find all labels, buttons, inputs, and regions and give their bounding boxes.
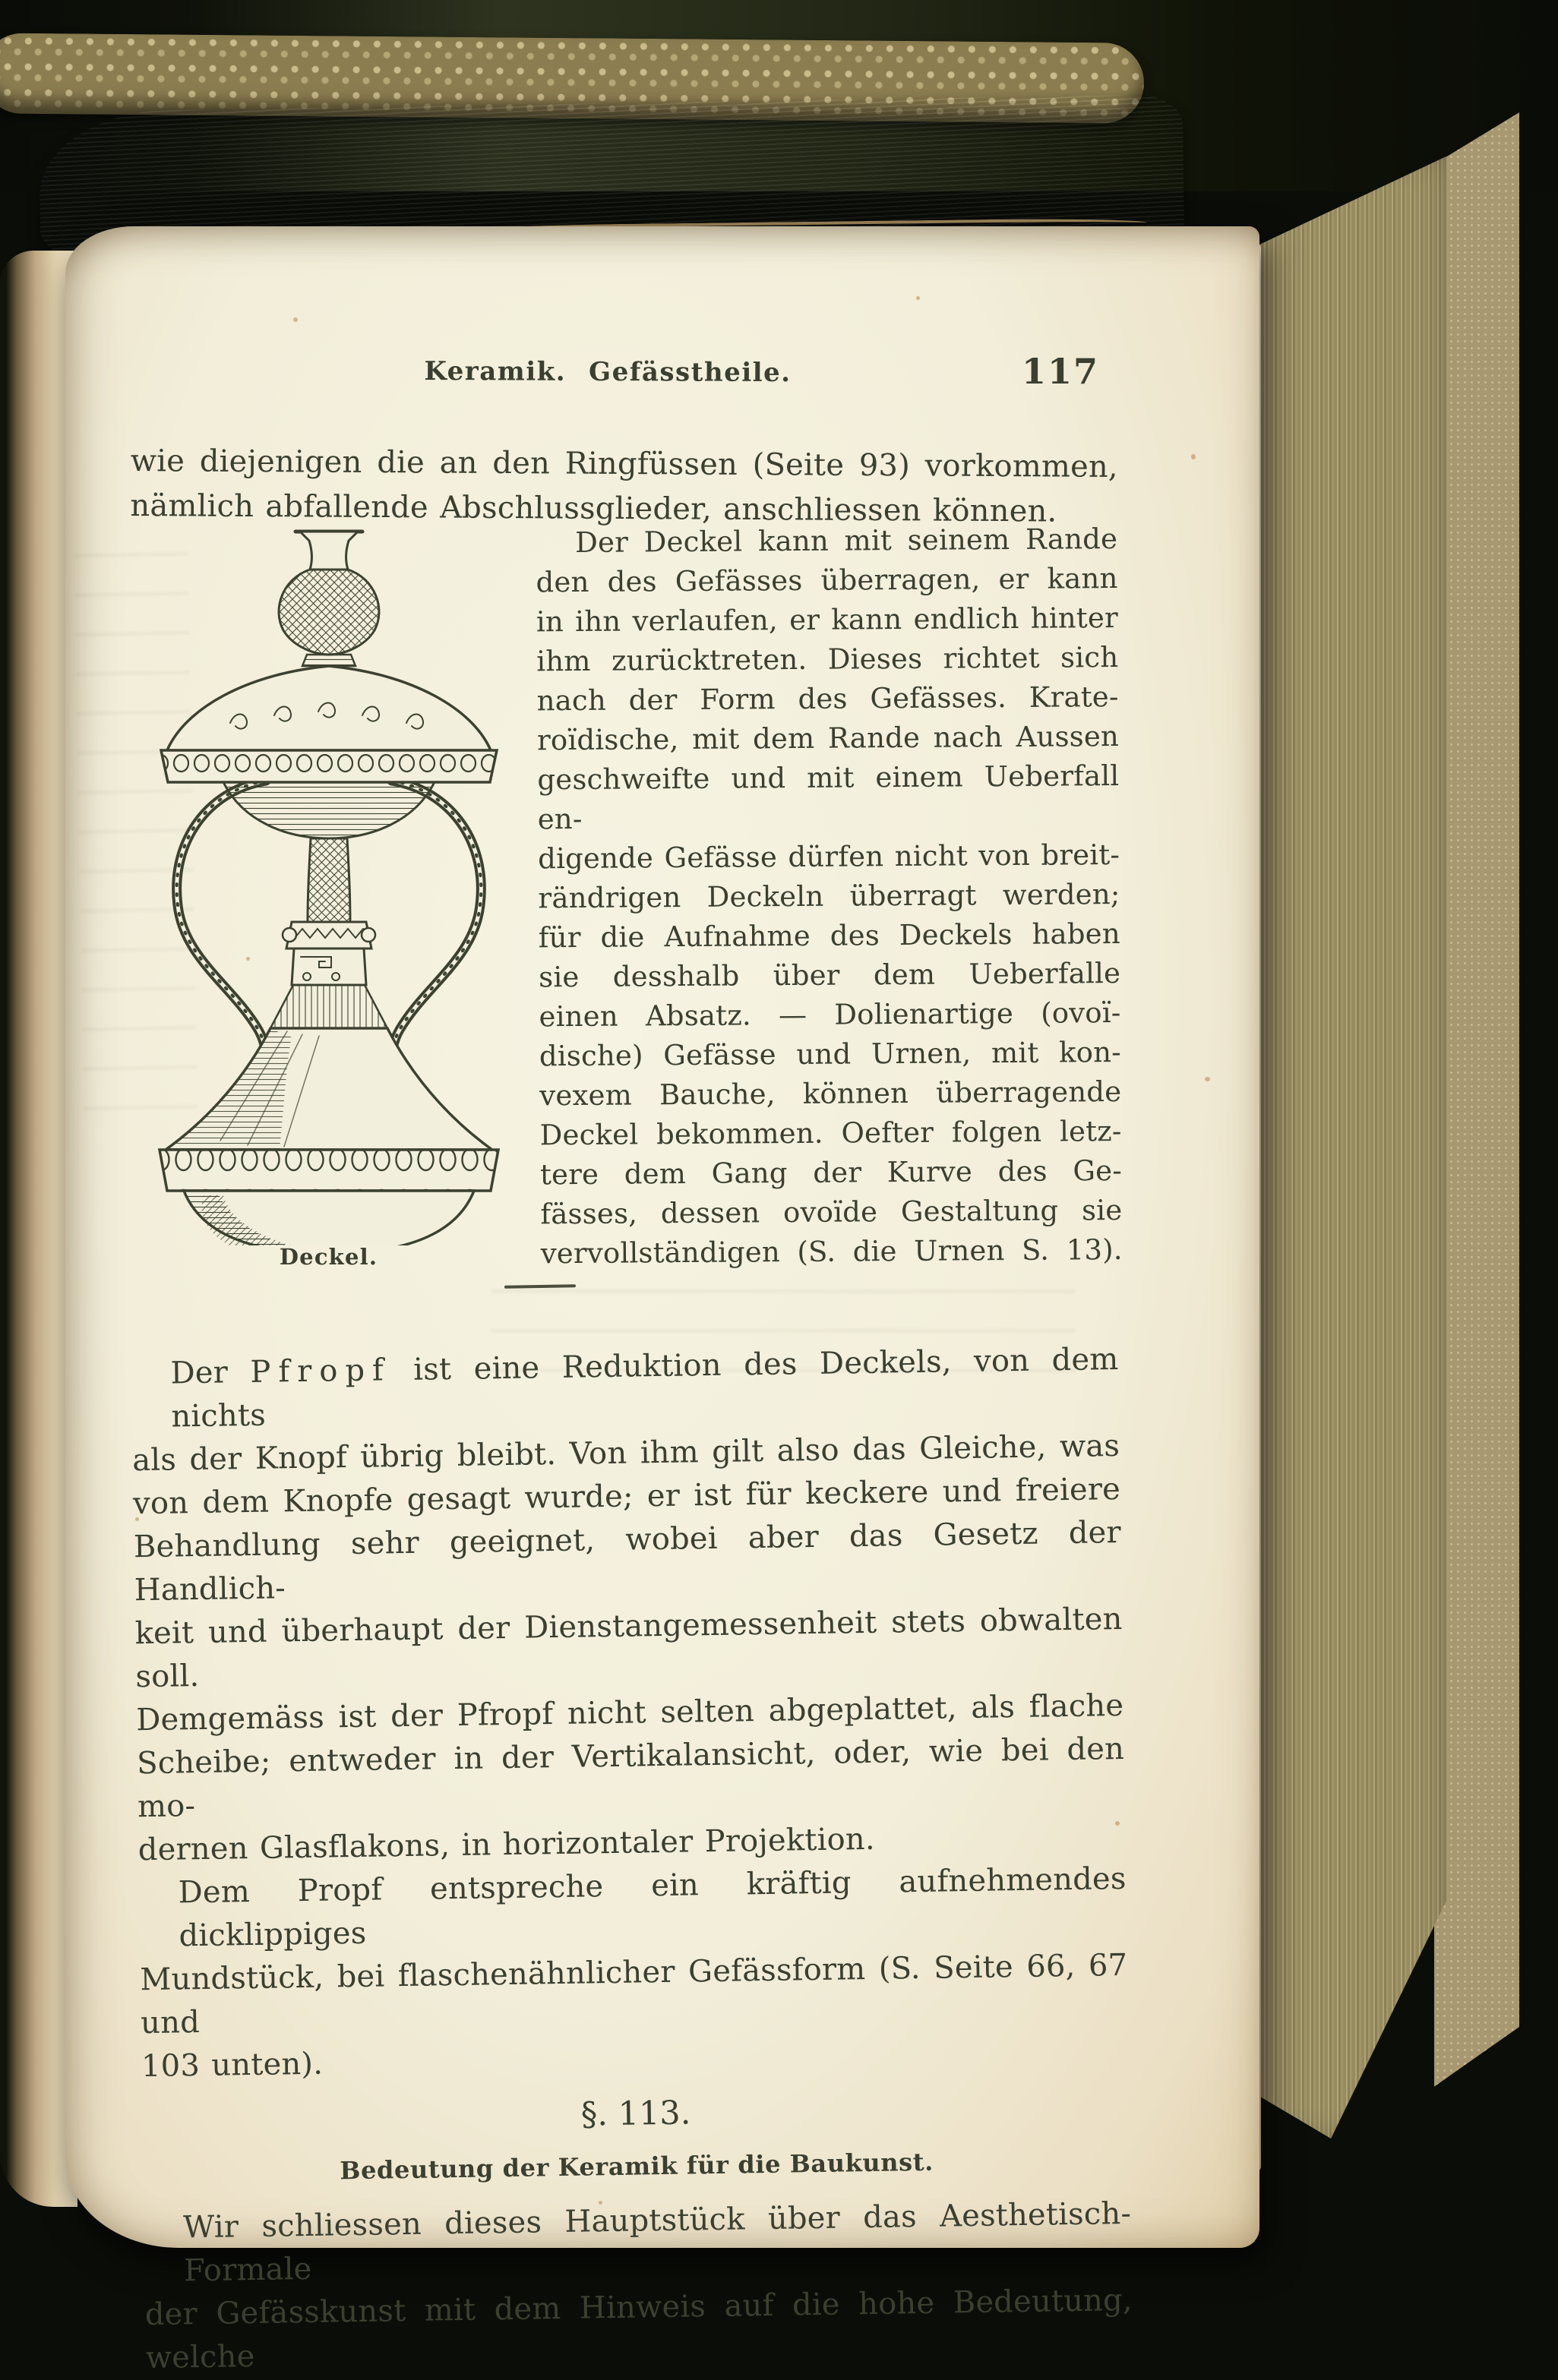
text-line: einen Absatz. — Dolienartige (ovoï- [539,996,1121,1034]
text-line: Der Deckel kann mit seinem Rande [575,522,1118,559]
text-line: Demgemäss ist der Pfropf nicht selten abgeplattet, als flache [135,1687,1124,1738]
text-line: Scheibe; entweder in der Vertikalansicht, oder, wie bei den mo- [136,1731,1125,1825]
text-line [131,1338,1120,1439]
text-line: tere dem Gang der Kurve des Ge- [539,1154,1123,1192]
text-line: in ihn verlaufen, er kann endlich hinter [536,601,1119,639]
text-line: Mundstück, bei flaschenähnlicher Gefässform (S. Seite 66, 67 und [140,1947,1128,2041]
text-run: ist eine Reduktion des Deckels, von dem nichts [171,1341,1119,1435]
text-line: sie desshalb über dem Ueberfalle [539,956,1121,994]
foxing-speck [293,317,298,322]
section-divider-rule [504,1284,576,1289]
page-number: 117 [1021,351,1100,392]
text-line: keit und überhaupt der Dienstangemessenheit stets obwalten soll. [134,1601,1123,1695]
text-line: Deckel bekommen. Oefter folgen letz- [539,1114,1122,1152]
text-line: geschweifte und mit einem Ueberfall en- [537,759,1120,836]
text-line: von dem Knopfe gesagt wurde; er ist für keckere und freiere [132,1471,1121,1522]
text-line: fässes, dessen ovoïde Gestaltung sie [540,1193,1123,1231]
text-line: der Gefässkunst mit dem Hinweis auf die hohe Bedeutung, welche [144,2282,1133,2376]
text-line: nach der Form des Gefässes. Krate- [536,680,1119,718]
text-line: Dem Propf entspreche ein kräftig aufnehmendes dicklippiges [178,1861,1127,1954]
foxing-speck [1205,1077,1210,1081]
text-line: 103 unten). [141,2046,324,2085]
text-run: Der [170,1355,229,1391]
text-line: für die Aufnahme des Deckels haben [538,917,1120,955]
mundstueck-paragraph [138,1858,1129,2088]
foxing-speck [1191,454,1196,459]
figure-caption: Deckel. [279,1244,378,1270]
spaced-word: Pfropf [250,1353,392,1390]
text-line: Wir schliessen dieses Hauptstück über das Aesthetisch-Formale [182,2195,1132,2289]
text-line: digende Gefässe dürfen nicht von breit- [537,838,1120,876]
text-line: Behandlung sehr geeignet, wobei aber das Gesetz der Handlich- [133,1514,1122,1608]
urn-engraving [150,524,507,1245]
text-line: dernen Glasflakons, in horizontaler Projektion. [137,1821,876,1868]
closing-paragraph [144,2192,1133,2380]
running-head-left: Keramik. [424,355,567,387]
running-head [418,356,798,388]
book-page [65,226,1259,2376]
section-number: §. 113. [580,2094,691,2134]
text-line: nämlich abfallende Abschlussglieder, anschliessen können. [130,488,1057,529]
text-line: vervollständigen (S. die Urnen S. 13). [540,1233,1123,1270]
section-heading: Bedeutung der Keramik für die Baukunst. [340,2147,934,2186]
text-line: wie diejenigen die an den Ringfüssen (Seite 93) vorkommen, [130,443,1118,485]
column-paragraph [536,519,1123,1274]
text-line: ihm zurücktreten. Dieses richtet sich [536,640,1119,678]
urn-illustration-svg [150,524,507,1245]
running-head-right: Gefässtheile. [589,356,792,389]
text-line: vexem Bauche, können überragende [539,1075,1122,1113]
cover-board-edge [1434,112,1519,2107]
text-line: rändrigen Deckeln überragt werden; [538,877,1120,915]
text-line: den des Gefässes überragen, er kann [536,561,1118,599]
lower-text-block [131,1338,1133,2380]
text-line: dische) Gefässe und Urnen, mit kon- [539,1035,1122,1073]
text-line: roïdische, mit dem Rande nach Aussen [536,719,1120,757]
page-fore-edge-stack [1247,156,1446,2139]
pfropf-paragraph [131,1338,1126,1872]
text-line: als der Knopf übrig bleibt. Von ihm gilt also das Gleiche, was [131,1428,1120,1479]
foxing-speck [916,296,920,300]
